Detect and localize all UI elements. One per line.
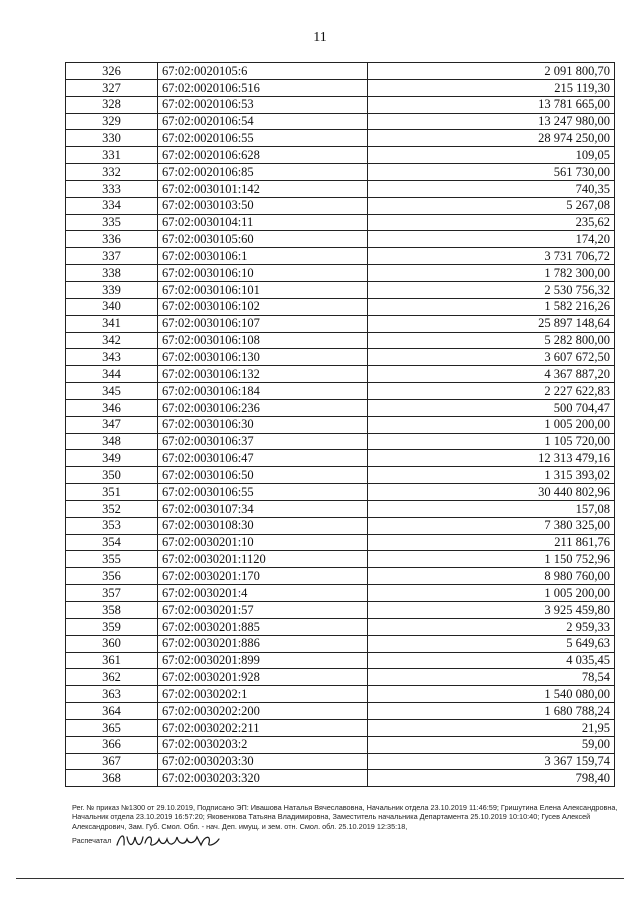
printed-by-line: [72, 831, 620, 849]
row-number: 332: [66, 164, 158, 181]
row-number: 329: [66, 113, 158, 130]
row-number: 350: [66, 467, 158, 484]
row-number: 348: [66, 433, 158, 450]
cadastral-number: 67:02:0020106:628: [158, 147, 368, 164]
table-body: [66, 63, 615, 787]
row-number: 367: [66, 753, 158, 770]
cadastral-value: 1 150 752,96: [368, 551, 615, 568]
cadastral-value: 740,35: [368, 180, 615, 197]
cadastral-number: 67:02:0030105:60: [158, 231, 368, 248]
table-row: [66, 669, 615, 686]
table-row: [66, 719, 615, 736]
table-row: [66, 366, 615, 383]
row-number: 359: [66, 618, 158, 635]
row-number: 368: [66, 770, 158, 787]
cadastral-value: 28 974 250,00: [368, 130, 615, 147]
table-row: [66, 231, 615, 248]
row-number: 346: [66, 399, 158, 416]
cadastral-value: 59,00: [368, 736, 615, 753]
cadastral-value: 1 582 216,26: [368, 298, 615, 315]
cadastral-number: 67:02:0020106:85: [158, 164, 368, 181]
table-row: [66, 147, 615, 164]
cadastral-number: 67:02:0030201:10: [158, 534, 368, 551]
row-number: 333: [66, 180, 158, 197]
row-number: 355: [66, 551, 158, 568]
cadastral-value: 1 315 393,02: [368, 467, 615, 484]
cadastral-number: 67:02:0030202:200: [158, 703, 368, 720]
row-number: 354: [66, 534, 158, 551]
row-number: 360: [66, 635, 158, 652]
table-row: [66, 450, 615, 467]
cadastral-number: 67:02:0030202:1: [158, 686, 368, 703]
row-number: 358: [66, 602, 158, 619]
row-number: 343: [66, 349, 158, 366]
cadastral-number: 67:02:0030201:886: [158, 635, 368, 652]
table-row: [66, 399, 615, 416]
row-number: 353: [66, 517, 158, 534]
table-row: [66, 96, 615, 113]
table-row: [66, 113, 615, 130]
cadastral-value: 21,95: [368, 719, 615, 736]
cadastral-number: 67:02:0030106:102: [158, 298, 368, 315]
row-number: 327: [66, 79, 158, 96]
cadastral-value: 109,05: [368, 147, 615, 164]
table-row: [66, 63, 615, 80]
cadastral-number: 67:02:0030104:11: [158, 214, 368, 231]
cadastral-number: 67:02:0030201:885: [158, 618, 368, 635]
cadastral-number: 67:02:0030103:50: [158, 197, 368, 214]
cadastral-number: 67:02:0020106:54: [158, 113, 368, 130]
cadastral-number: 67:02:0030106:37: [158, 433, 368, 450]
cadastral-number: 67:02:0030101:142: [158, 180, 368, 197]
table-row: [66, 164, 615, 181]
cadastral-value: 3 607 672,50: [368, 349, 615, 366]
cadastral-number: 67:02:0030202:211: [158, 719, 368, 736]
cadastral-number: 67:02:0030201:928: [158, 669, 368, 686]
table-row: [66, 180, 615, 197]
cadastral-value: 5 282 800,00: [368, 332, 615, 349]
row-number: 337: [66, 248, 158, 265]
cadastral-number: 67:02:0030106:101: [158, 281, 368, 298]
row-number: 351: [66, 484, 158, 501]
registration-note: Рег. № приказ №1300 от 29.10.2019, Подписано ЭП: Ивашова Наталья Вячеславовна, Начальник отдела 23.10.2019 11:46:59; Гришутина Елена Александровна, Начальник отдела 23.10.2019 16:57:20; Яковенкова Татьяна Владимировна, Заместитель начальника Департамента 25.10.2019 10:10:40; Гусев Алексей Александрович, Зам. Губ. Смол. Обл. - нач. Деп. имущ. и зем. отн. Смол. обл. 25.10.2019 12:35:18,: [72, 803, 618, 831]
row-number: 342: [66, 332, 158, 349]
cadastral-number: 67:02:0030201:57: [158, 602, 368, 619]
cadastral-number: 67:02:0030106:108: [158, 332, 368, 349]
cadastral-number: 67:02:0030106:184: [158, 383, 368, 400]
table-row: [66, 517, 615, 534]
cadastral-number: 67:02:0030106:1: [158, 248, 368, 265]
table-row: [66, 703, 615, 720]
row-number: 339: [66, 281, 158, 298]
table-row: [66, 298, 615, 315]
row-number: 330: [66, 130, 158, 147]
cadastral-value: 500 704,47: [368, 399, 615, 416]
table-row: [66, 652, 615, 669]
cadastral-value: 157,08: [368, 500, 615, 517]
table-row: [66, 416, 615, 433]
cadastral-value: 1 540 080,00: [368, 686, 615, 703]
table-row: [66, 618, 615, 635]
cadastral-value: 12 313 479,16: [368, 450, 615, 467]
cadastral-value: 1 005 200,00: [368, 585, 615, 602]
bottom-rule: [16, 878, 624, 879]
cadastral-value: 1 105 720,00: [368, 433, 615, 450]
cadastral-number: 67:02:0030106:47: [158, 450, 368, 467]
table-row: [66, 265, 615, 282]
cadastral-value: 3 731 706,72: [368, 248, 615, 265]
cadastral-value: 215 119,30: [368, 79, 615, 96]
cadastral-number: 67:02:0030106:50: [158, 467, 368, 484]
cadastral-value: 30 440 802,96: [368, 484, 615, 501]
table-row: [66, 349, 615, 366]
cadastral-value: 2 959,33: [368, 618, 615, 635]
row-number: 352: [66, 500, 158, 517]
row-number: 331: [66, 147, 158, 164]
table-row: [66, 467, 615, 484]
table-row: [66, 551, 615, 568]
row-number: 344: [66, 366, 158, 383]
handwritten-signature-icon: [115, 831, 225, 849]
row-number: 347: [66, 416, 158, 433]
row-number: 328: [66, 96, 158, 113]
cadastral-number: 67:02:0030201:1120: [158, 551, 368, 568]
cadastral-value: 13 247 980,00: [368, 113, 615, 130]
cadastral-value: 25 897 148,64: [368, 315, 615, 332]
table-row: [66, 736, 615, 753]
cadastral-number: 67:02:0030203:320: [158, 770, 368, 787]
cadastral-value: 2 530 756,32: [368, 281, 615, 298]
row-number: 340: [66, 298, 158, 315]
table-row: [66, 635, 615, 652]
cadastral-value: 2 227 622,83: [368, 383, 615, 400]
cadastral-value: 3 925 459,80: [368, 602, 615, 619]
table-row: [66, 214, 615, 231]
cadastral-value: 5 649,63: [368, 635, 615, 652]
cadastral-value: 7 380 325,00: [368, 517, 615, 534]
row-number: 362: [66, 669, 158, 686]
table-row: [66, 315, 615, 332]
cadastral-value: 8 980 760,00: [368, 568, 615, 585]
table-row: [66, 332, 615, 349]
cadastral-number: 67:02:0030201:170: [158, 568, 368, 585]
cadastral-value: 78,54: [368, 669, 615, 686]
table-row: [66, 197, 615, 214]
row-number: 364: [66, 703, 158, 720]
row-number: 349: [66, 450, 158, 467]
cadastral-number: 67:02:0030107:34: [158, 500, 368, 517]
cadastral-value: 13 781 665,00: [368, 96, 615, 113]
row-number: 366: [66, 736, 158, 753]
row-number: 357: [66, 585, 158, 602]
row-number: 336: [66, 231, 158, 248]
cadastral-number: 67:02:0030106:132: [158, 366, 368, 383]
printed-by-label: Распечатал: [72, 835, 112, 845]
row-number: 356: [66, 568, 158, 585]
cadastral-number: 67:02:0020106:516: [158, 79, 368, 96]
table-row: [66, 534, 615, 551]
cadastral-number: 67:02:0030106:107: [158, 315, 368, 332]
table-row: [66, 433, 615, 450]
cadastral-number: 67:02:0030106:10: [158, 265, 368, 282]
cadastral-number: 67:02:0030201:4: [158, 585, 368, 602]
cadastral-value-table: [65, 62, 615, 787]
row-number: 361: [66, 652, 158, 669]
row-number: 334: [66, 197, 158, 214]
cadastral-number: 67:02:0030106:55: [158, 484, 368, 501]
cadastral-value: 798,40: [368, 770, 615, 787]
cadastral-value: 211 861,76: [368, 534, 615, 551]
signature-footer: [72, 803, 620, 849]
cadastral-value: 2 091 800,70: [368, 63, 615, 80]
row-number: 338: [66, 265, 158, 282]
cadastral-value: 4 035,45: [368, 652, 615, 669]
cadastral-value: 174,20: [368, 231, 615, 248]
table-row: [66, 602, 615, 619]
cadastral-number: 67:02:0030203:2: [158, 736, 368, 753]
cadastral-value: 4 367 887,20: [368, 366, 615, 383]
table-row: [66, 248, 615, 265]
table-row: [66, 568, 615, 585]
row-number: 341: [66, 315, 158, 332]
cadastral-value: 1 005 200,00: [368, 416, 615, 433]
cadastral-number: 67:02:0030106:30: [158, 416, 368, 433]
table-row: [66, 484, 615, 501]
cadastral-number: 67:02:0020106:55: [158, 130, 368, 147]
cadastral-number: 67:02:0030108:30: [158, 517, 368, 534]
table-row: [66, 383, 615, 400]
table-row: [66, 79, 615, 96]
cadastral-number: 67:02:0030201:899: [158, 652, 368, 669]
table-row: [66, 500, 615, 517]
cadastral-number: 67:02:0020105:6: [158, 63, 368, 80]
table-row: [66, 686, 615, 703]
cadastral-value: 5 267,08: [368, 197, 615, 214]
row-number: 326: [66, 63, 158, 80]
table-row: [66, 585, 615, 602]
cadastral-number: 67:02:0030106:130: [158, 349, 368, 366]
row-number: 363: [66, 686, 158, 703]
row-number: 345: [66, 383, 158, 400]
table-row: [66, 281, 615, 298]
cadastral-number: 67:02:0030203:30: [158, 753, 368, 770]
cadastral-value: 561 730,00: [368, 164, 615, 181]
table-row: [66, 753, 615, 770]
table-row: [66, 770, 615, 787]
cadastral-value: 1 680 788,24: [368, 703, 615, 720]
cadastral-value: 1 782 300,00: [368, 265, 615, 282]
cadastral-value: 235,62: [368, 214, 615, 231]
cadastral-value: 3 367 159,74: [368, 753, 615, 770]
table-row: [66, 130, 615, 147]
cadastral-number: 67:02:0020106:53: [158, 96, 368, 113]
cadastral-number: 67:02:0030106:236: [158, 399, 368, 416]
page-number: 11: [313, 30, 327, 45]
row-number: 335: [66, 214, 158, 231]
row-number: 365: [66, 719, 158, 736]
